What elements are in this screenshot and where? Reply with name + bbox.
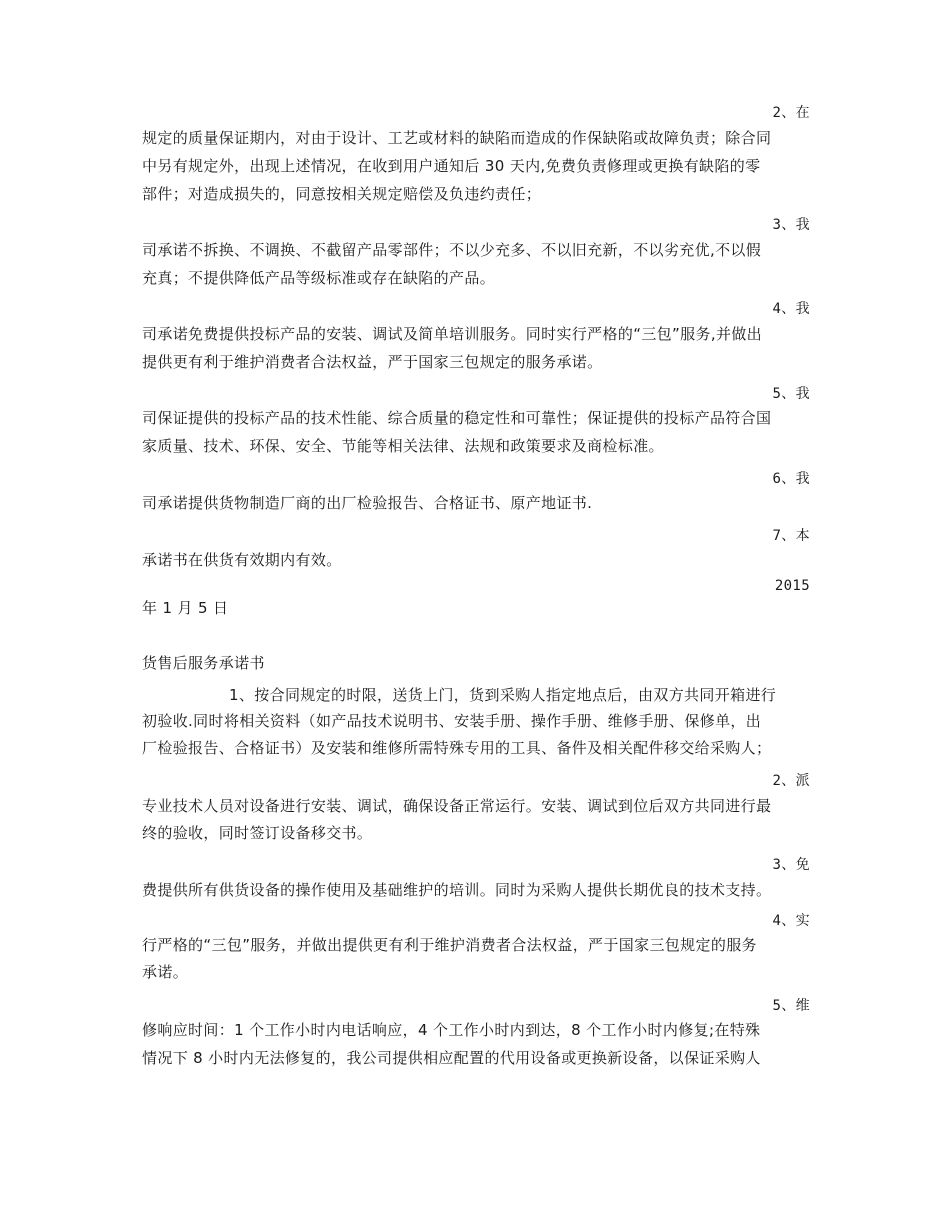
paragraph-line: 司承诺提供货物制造厂商的出厂检验报告、合格证书、原产地证书.: [142, 494, 593, 512]
date-year: 2015: [774, 578, 810, 594]
item-number: 4、实: [772, 913, 810, 929]
paragraph-line: 司承诺不拆换、不调换、不截留产品零部件；不以少充多、不以旧充新，不以劣充优,不以假: [142, 241, 762, 259]
paragraph-line: 情况下 8 小时内无法修复的，我公司提供相应配置的代用设备或更换新设备，以保证采购人: [142, 1049, 761, 1067]
item-number: 5、维: [772, 998, 810, 1014]
paragraph-line: 规定的质量保证期内，对由于设计、工艺或材料的缺陷而造成的作保缺陷或故障负责；除合同: [142, 129, 772, 147]
item-number: 4、我: [772, 301, 810, 317]
paragraph-line: 1、按合同规定的时限，送货上门，货到采购人指定地点后，由双方共同开箱进行: [229, 686, 777, 704]
paragraph-line: 厂检验报告、合格证书）及安装和维修所需特殊专用的工具、备件及相关配件移交给采购人；: [142, 739, 772, 757]
paragraph-line: 中另有规定外，出现上述情况，在收到用户通知后 30 天内,免费负责修理或更换有缺陷的零: [142, 157, 761, 175]
paragraph-line: 行严格的“三包”服务，并做出提供更有利于维护消费者合法权益，严于国家三包规定的服务: [142, 936, 757, 954]
paragraph-line: 承诺书在供货有效期内有效。: [142, 551, 342, 569]
item-number: 5、我: [772, 386, 810, 402]
paragraph-line: 初验收.同时将相关资料（如产品技术说明书、安装手册、操作手册、维修手册、保修单，出: [142, 712, 762, 730]
paragraph-line: 充真；不提供降低产品等级标准或存在缺陷的产品。: [142, 269, 496, 287]
item-number: 2、在: [772, 105, 810, 121]
paragraph-line: 专业技术人员对设备进行安装、调试，确保设备正常运行。安装、调试到位后双方共同进行最: [142, 797, 772, 815]
paragraph-line: 司承诺免费提供投标产品的安装、调试及简单培训服务。同时实行严格的“三包”服务,并做出: [142, 325, 763, 343]
item-number: 3、免: [772, 857, 810, 873]
paragraph-line: 承诺。: [142, 963, 189, 981]
paragraph-line: 部件；对造成损失的，同意按相关规定赔偿及负违约责任；: [142, 185, 542, 203]
paragraph-line: 提供更有利于维护消费者合法权益，严于国家三包规定的服务承诺。: [142, 353, 603, 371]
item-number: 2、派: [772, 773, 810, 789]
date-line: 年 1 月 5 日: [142, 599, 229, 617]
item-number: 6、我: [772, 471, 810, 487]
paragraph-line: 司保证提供的投标产品的技术性能、综合质量的稳定性和可靠性；保证提供的投标产品符合国: [142, 409, 772, 427]
item-number: 3、我: [772, 217, 810, 233]
paragraph-line: 修响应时间：1 个工作小时内电话响应，4 个工作小时内到达，8 个工作小时内修复;在特殊: [142, 1021, 761, 1039]
paragraph-line: 终的验收，同时签订设备移交书。: [142, 824, 373, 842]
section-title: 货售后服务承诺书: [142, 654, 265, 672]
item-number: 7、本: [772, 528, 810, 544]
paragraph-line: 费提供所有供货设备的操作使用及基础维护的培训。同时为采购人提供长期优良的技术支持。: [142, 881, 772, 899]
paragraph-line: 家质量、技术、环保、安全、节能等相关法律、法规和政策要求及商检标准。: [142, 437, 664, 455]
